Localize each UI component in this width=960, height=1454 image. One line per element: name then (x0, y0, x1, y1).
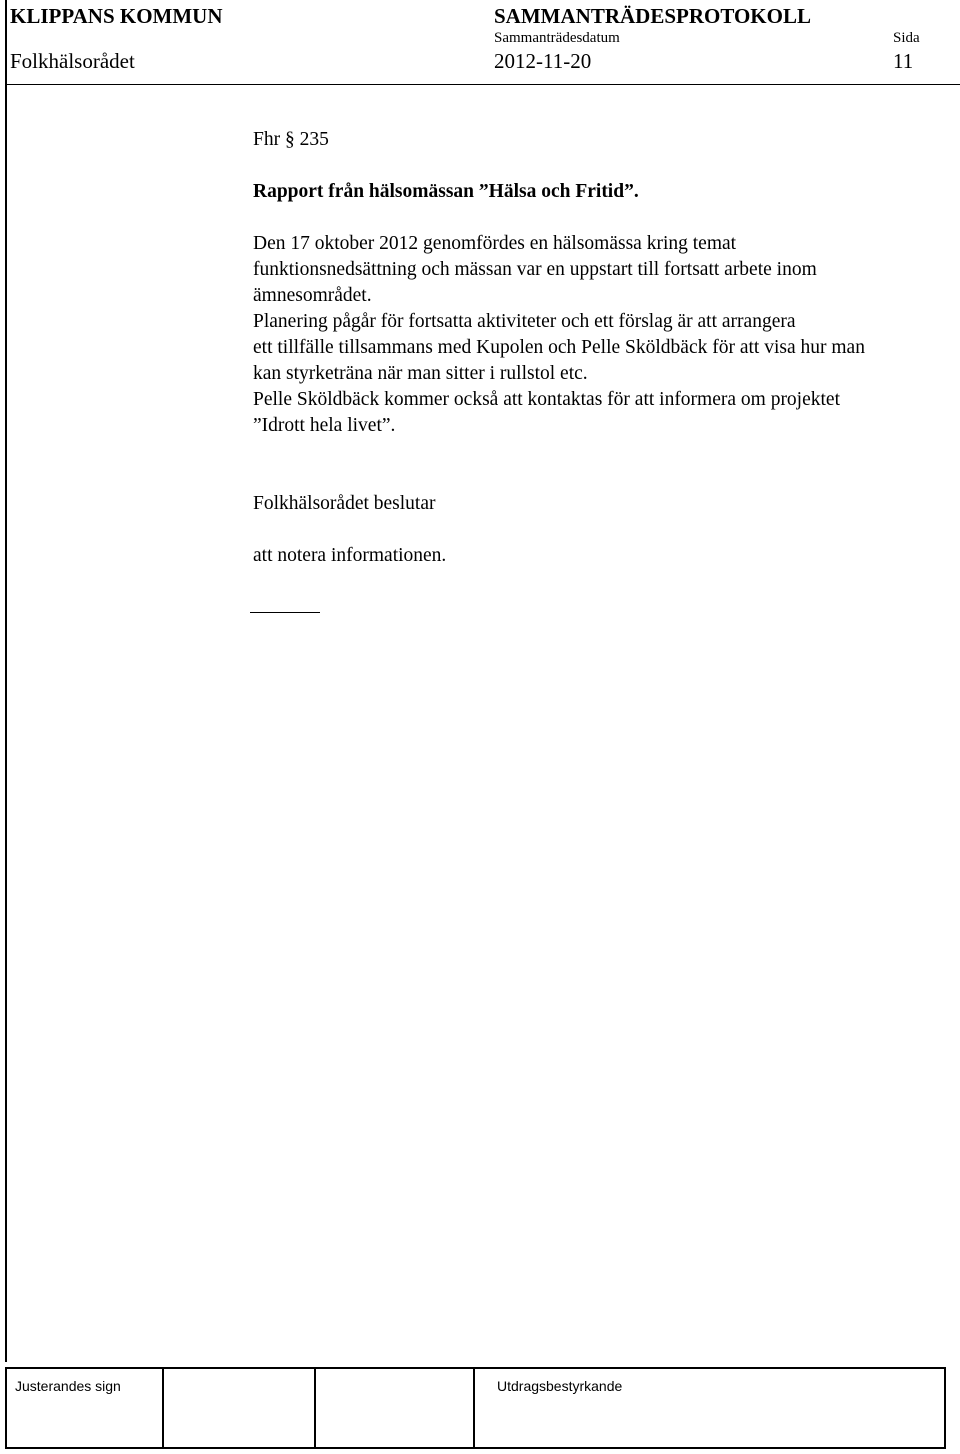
section-number: Fhr § 235 (253, 129, 329, 150)
committee-name: Folkhälsorådet (10, 49, 135, 73)
paragraph-line: Den 17 oktober 2012 genomfördes en hälsomässa kring temat (253, 233, 737, 254)
section-title: Rapport från hälsomässan ”Hälsa och Fritid”. (253, 181, 639, 202)
left-margin-rule (5, 0, 7, 1362)
paragraph-line: ett tillfälle tillsammans med Kupolen och Pelle Sköldbäck för att visa hur man (253, 337, 865, 358)
extract-label: Utdragsbestyrkande (497, 1378, 623, 1394)
paragraph-line: funktionsnedsättning och mässan var en uppstart till fortsatt arbete inom (253, 259, 817, 280)
paragraph-line: Planering pågår för fortsatta aktiviteter och ett förslag är att arrangera (253, 311, 796, 332)
meeting-date-label: Sammanträdesdatum (494, 30, 620, 46)
page-label: Sida (893, 30, 920, 46)
meeting-date: 2012-11-20 (494, 49, 592, 73)
header-divider (5, 84, 960, 85)
paragraph-line: Pelle Sköldbäck kommer också att kontaktas för att informera om projektet (253, 389, 840, 410)
section-end-rule (250, 612, 320, 613)
page-number: 11 (893, 49, 914, 73)
signature-label: Justerandes sign (15, 1378, 121, 1394)
decision-heading: Folkhälsorådet beslutar (253, 493, 436, 514)
footer-signature-box (5, 1367, 946, 1449)
extract-cell (473, 1369, 623, 1447)
paragraph-line: kan styrketräna när man sitter i rullstol etc. (253, 363, 588, 384)
organization-name: KLIPPANS KOMMUN (10, 4, 223, 28)
document-type: SAMMANTRÄDESPROTOKOLL (494, 4, 811, 28)
section-paragraph (253, 231, 958, 439)
signature-cell-2 (314, 1369, 316, 1447)
signature-cell-1 (162, 1369, 164, 1447)
decision-text: att notera informationen. (253, 545, 447, 566)
paragraph-line: ämnesområdet. (253, 285, 372, 306)
paragraph-line: ”Idrott hela livet”. (253, 415, 396, 436)
